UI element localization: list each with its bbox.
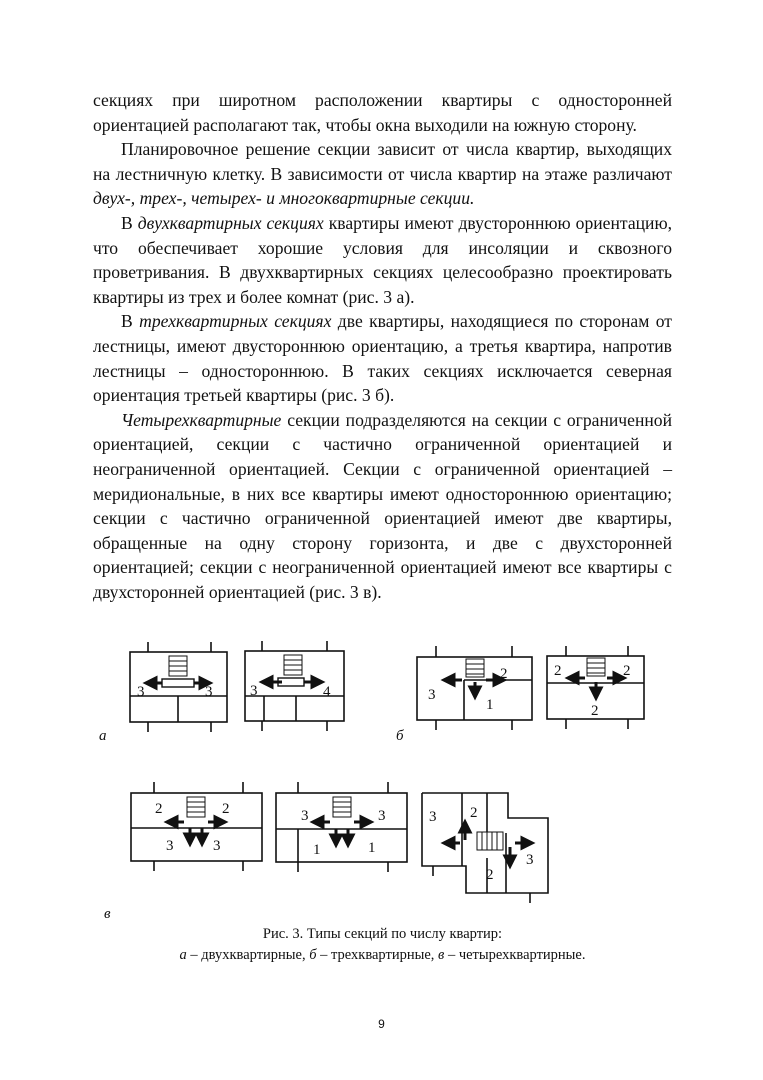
paragraph-5: Четырехквартирные секции подразделяются на секции с ограниченной ориентацией, секции с частично ограниченной ориентацией и неограниченной ориентацией. Секции с ограниченной ориентацией – меридиональные, в них все квартиры имеют одностороннюю ориентацию; секции с частично ограниченной ориентацией имеют две квартиры, обращенные на одну сторону горизонта, и две с двухсторонней ориентацией; секции с неограниченной ориентацией имеют все квартиры с двухсторонней ориентацией (рис. 3 в). — [93, 409, 672, 602]
v2-num-1: 3 — [301, 808, 309, 824]
caption-legend: а – двухквартирные, б – трехквартирные, в – четырехквартирные. — [179, 947, 586, 963]
figure-label-b: б — [396, 728, 404, 744]
v1-num-2: 2 — [222, 801, 230, 817]
v3-num-2: 2 — [470, 805, 478, 821]
figure-label-v: в — [104, 906, 111, 922]
v1-num-4: 3 — [213, 838, 221, 854]
b1-num-2: 2 — [500, 666, 508, 682]
page-number: 9 — [378, 1017, 385, 1031]
v2-num-4: 1 — [368, 840, 376, 856]
figure-label-a: а — [99, 728, 107, 744]
a1-num-1: 3 — [137, 684, 145, 700]
v3-num-4: 2 — [486, 867, 494, 883]
paragraph-4: В трехквартирных секциях две квартиры, находящиеся по сторонам от лестницы, имеют двустороннюю ориентацию, а третья квартира, напротив лестницы – одностороннюю. В таких секциях исключается северная ориентация третьей квартиры (рис. 3 б). — [93, 311, 672, 406]
v3-num-3: 3 — [526, 852, 534, 868]
caption-title: Рис. 3. Типы секций по числу квартир: — [262, 926, 503, 942]
v1-num-3: 3 — [166, 838, 174, 854]
b2-num-2: 2 — [623, 663, 631, 679]
v2-num-2: 3 — [378, 808, 386, 824]
plan-v2 — [276, 782, 407, 872]
b1-num-3: 1 — [486, 697, 494, 713]
a1-num-2: 3 — [205, 684, 213, 700]
paragraph-3: В двухквартирных секциях квартиры имеют двустороннюю ориентацию, что обеспечивает хорошие условия для инсоляции и сквозного проветривания. В двухквартирных секциях целесообразно проектировать квартиры из трех и более комнат (рис. 3 а). — [93, 212, 672, 307]
b2-num-1: 2 — [554, 663, 562, 679]
v2-num-3: 1 — [313, 842, 321, 858]
paragraph-2: Планировочное решение секции зависит от числа квартир, выходящих на лестничную клетку. В зависимости от числа квартир на этаже различают двух-, трех-, четырех- и многоквартирные секции. — [93, 139, 672, 209]
v1-num-1: 2 — [155, 801, 163, 817]
figure-caption — [93, 924, 672, 966]
plan-v1 — [131, 782, 262, 871]
b2-num-3: 2 — [591, 703, 599, 719]
a2-num-2: 4 — [323, 684, 331, 700]
paragraph-1: секциях при широтном расположении квартиры с односторонней ориентацией располагают так, чтобы окна выходили на южную сторону. — [93, 90, 672, 135]
b1-num-1: 3 — [428, 687, 436, 703]
v3-num-1: 3 — [429, 809, 437, 825]
a2-num-1: 3 — [250, 683, 258, 699]
plan-v3 — [422, 793, 548, 903]
